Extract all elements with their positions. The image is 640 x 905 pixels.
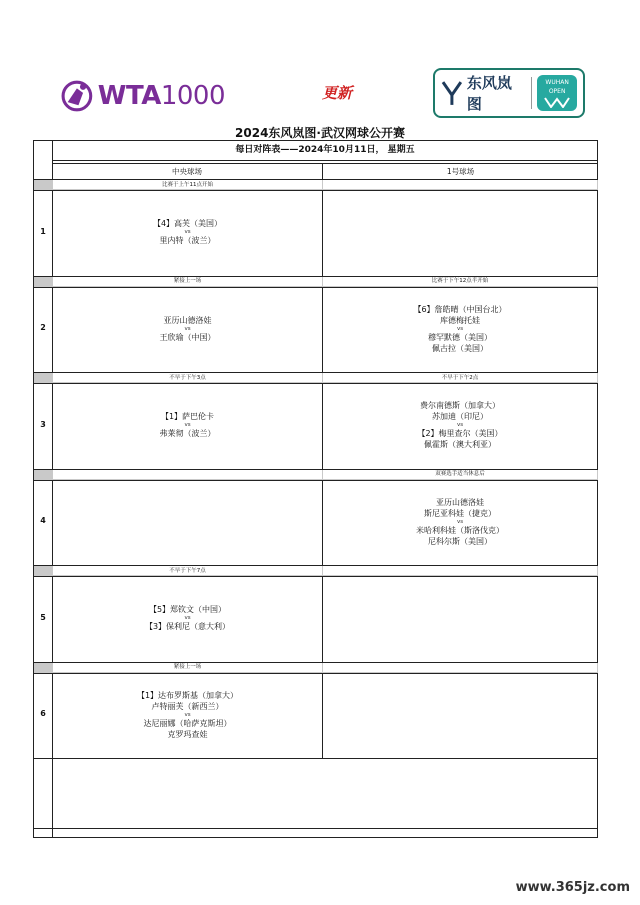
row-number: 4 xyxy=(40,516,46,526)
row-divider xyxy=(34,287,598,288)
right-note-cell xyxy=(323,566,597,575)
right-note-cell xyxy=(323,180,597,189)
notes-area-bottom-line xyxy=(34,828,598,829)
row-divider xyxy=(34,469,598,470)
player-name: 费尔南德斯（加拿大） xyxy=(420,401,500,411)
versus-label: vs xyxy=(456,325,464,332)
wuhan-open-badge xyxy=(537,75,577,111)
player-name: 苏加迪（印尼） xyxy=(432,412,488,422)
player-name: 【1】萨巴伦卡 xyxy=(160,412,215,422)
player-name: 库德梅托娃 xyxy=(440,315,480,325)
player-name: 里内特（波兰） xyxy=(159,236,216,246)
row-number: 5 xyxy=(40,612,46,622)
row-divider xyxy=(34,673,598,674)
wta-player-icon xyxy=(60,74,94,118)
player-name: 【4】高芙（美国） xyxy=(152,219,223,229)
player-name: 【2】梅里查尔（美国） xyxy=(417,429,503,439)
player-name: 亚历山德洛娃 xyxy=(436,497,484,507)
player-name: 佩霍斯（澳大利亚） xyxy=(424,440,496,450)
player-name: 王欣瑜（中国） xyxy=(159,332,216,342)
right-note-cell xyxy=(323,663,597,672)
wta-1000-logo xyxy=(60,72,225,120)
left-time-note: 不早于下午3点 xyxy=(169,374,206,381)
player-name: 【3】保利尼（意大利） xyxy=(144,622,231,632)
row-divider xyxy=(34,372,598,373)
player-name: 穆罕默德（美国） xyxy=(428,332,492,342)
right-time-note: 比赛于下午12点半开始 xyxy=(431,278,489,284)
row-number: 3 xyxy=(40,419,46,429)
player-name: 亚历山德洛娃 xyxy=(163,315,212,325)
sponsor-name: 东风岚图 xyxy=(466,74,512,113)
row-number: 6 xyxy=(40,709,46,719)
tournament-title: 2024东风岚图·武汉网球公开赛 xyxy=(235,126,405,140)
row-divider xyxy=(34,480,598,481)
left-time-note: 比赛于上午11点开始 xyxy=(162,181,213,188)
row-divider xyxy=(34,576,598,577)
player-name: 弗莱彻（波兰） xyxy=(159,429,216,439)
row-divider xyxy=(34,662,598,663)
player-name: 斯尼亚科娃（捷克） xyxy=(424,508,496,518)
wta-number: 1000 xyxy=(160,81,225,111)
column-header-court-1: 1号球场 xyxy=(446,167,475,176)
notes-area-top-line xyxy=(34,758,598,759)
row-number: 2 xyxy=(40,323,46,333)
center-court-match xyxy=(53,604,322,632)
watermark: www.365jz.com xyxy=(515,880,630,895)
row-divider xyxy=(34,179,598,180)
player-name: 佩古拉（美国） xyxy=(432,343,488,353)
subtitle-divider xyxy=(52,160,598,161)
versus-label: vs xyxy=(184,422,191,429)
versus-label: vs xyxy=(184,325,191,332)
logo-divider xyxy=(531,77,532,109)
right-time-note: 双赛选手适当休息后 xyxy=(435,471,485,477)
row-divider xyxy=(34,383,598,384)
badge-line-2: OPEN xyxy=(548,88,566,95)
player-name: 尼科尔斯（美国） xyxy=(428,536,492,546)
court-1-match xyxy=(323,497,597,547)
row-divider xyxy=(34,190,598,191)
row-divider xyxy=(34,276,598,277)
badge-line-1: WUHAN xyxy=(545,79,569,86)
versus-label: vs xyxy=(184,229,191,236)
row-number: 1 xyxy=(40,226,46,236)
player-name: 卢特丽芙（新西兰） xyxy=(151,701,224,711)
player-name: 【6】詹皓晴（中国台北） xyxy=(413,304,507,314)
player-name: 【1】达布罗斯基（加拿大） xyxy=(136,690,239,700)
center-court-match xyxy=(53,411,322,439)
versus-label: vs xyxy=(456,422,464,429)
column-header-center-court: 中央球场 xyxy=(172,167,202,176)
schedule-subtitle: 每日对阵表——2024年10月11日， 星期五 xyxy=(235,145,415,155)
player-name: 克罗玛查娃 xyxy=(167,729,208,739)
voyah-emblem-icon xyxy=(441,79,463,107)
w-wave-icon xyxy=(544,96,570,108)
player-name: 【5】郑钦文（中国） xyxy=(148,605,227,615)
left-note-cell xyxy=(53,470,322,479)
court-1-match xyxy=(323,400,597,450)
player-name: 达尼丽娜（哈萨克斯坦） xyxy=(143,718,232,728)
left-time-note: 不早于下午7点 xyxy=(169,567,206,574)
center-court-match xyxy=(53,315,322,343)
schedule-table xyxy=(33,140,598,838)
row-divider xyxy=(34,565,598,566)
sponsor-logo xyxy=(433,68,585,118)
left-time-note: 紧接上一场 xyxy=(173,664,202,670)
center-court-match xyxy=(53,690,322,740)
update-label: 更新 xyxy=(322,84,353,102)
notes-inner-left xyxy=(52,758,53,828)
court-1-match xyxy=(323,304,597,354)
wta-text: WTA xyxy=(97,81,161,111)
versus-label: vs xyxy=(456,518,464,525)
versus-label: vs xyxy=(184,711,191,718)
subtitle-divider-double xyxy=(52,163,598,164)
center-court-match xyxy=(53,218,322,246)
left-time-note: 紧接上一场 xyxy=(173,278,202,284)
versus-label: vs xyxy=(184,615,191,622)
player-name: 米哈利科娃（斯洛伐克） xyxy=(416,525,504,535)
right-time-note: 不早于下午2点 xyxy=(441,374,479,381)
